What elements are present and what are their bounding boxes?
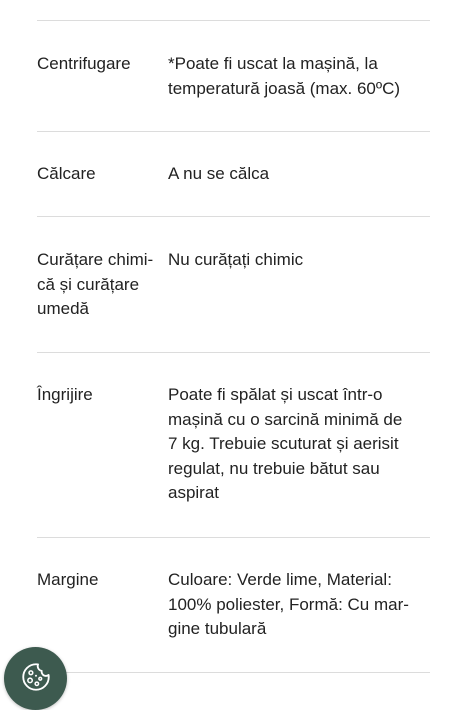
spec-value: A nu se călca: [168, 164, 270, 183]
cookie-icon: [19, 660, 53, 694]
spec-value: Culoare: Verde lime, Material: 100% poliester, Formă: Cu mar- gine tubulară: [168, 570, 409, 638]
table-divider: [37, 352, 430, 353]
spec-label: Îngrijire: [37, 385, 93, 404]
spec-value: Nu curățați chimic: [168, 250, 304, 269]
table-divider: [37, 216, 430, 217]
cookie-settings-button[interactable]: [4, 647, 67, 710]
spec-label: Centrifugare: [37, 54, 131, 73]
spec-value: Poate fi spălat și uscat într-o mașină cu o sarcină minimă de 7 kg. Trebuie scuturat și aerisit regulat, nu trebuie bătut sau aspirat: [168, 385, 403, 502]
spec-label: Curățare chimi- că și curățare umedă: [37, 250, 154, 318]
table-divider: [37, 20, 430, 21]
table-divider: [37, 672, 430, 673]
spec-value: *Poate fi uscat la mașină, la temperatură joasă (max. 60ºC): [168, 54, 401, 98]
spec-label: Margine: [37, 570, 99, 589]
spec-label: Călcare: [37, 164, 96, 183]
table-divider: [37, 537, 430, 538]
table-divider: [37, 131, 430, 132]
